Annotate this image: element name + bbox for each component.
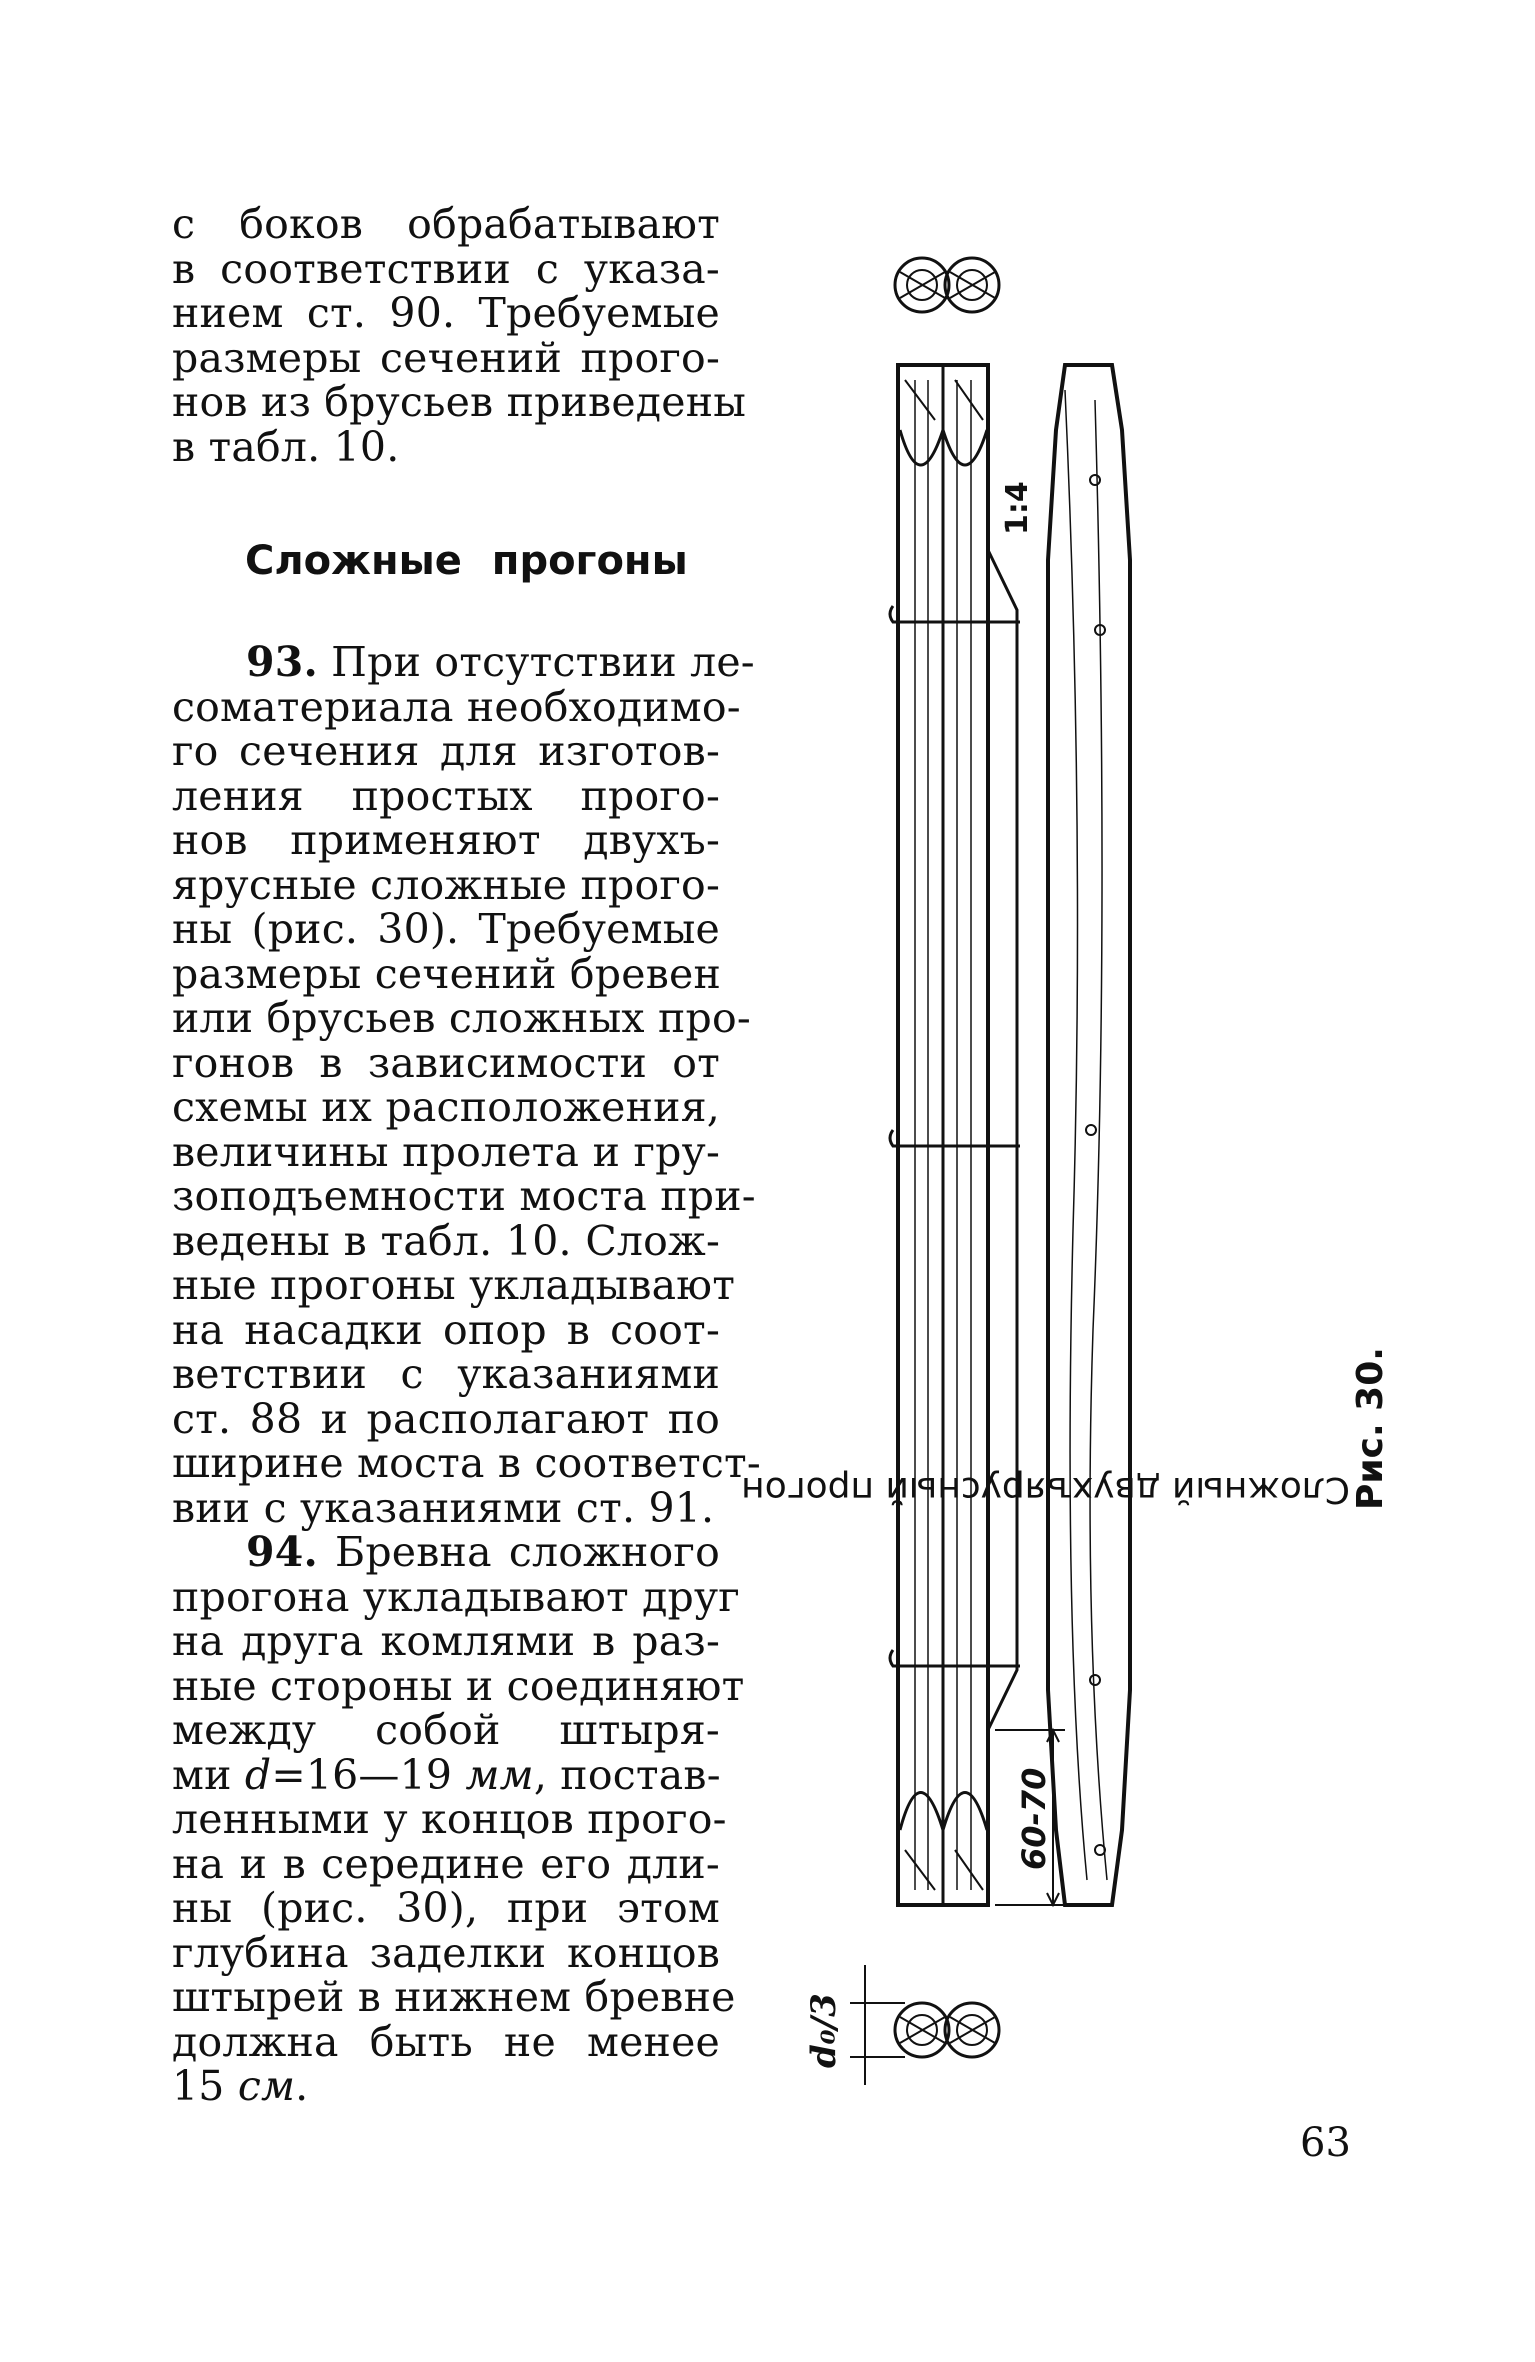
text-line: ветствии с указаниями xyxy=(172,1350,720,1398)
text-line: схемы их расположения, xyxy=(172,1083,720,1131)
text-fragment: При отсутствии ле- xyxy=(331,638,755,686)
caption-figure-number: Рис. 30. xyxy=(1350,1347,1391,1510)
text-line: прогона укладывают друг xyxy=(172,1572,740,1621)
text-line: ленными у концов прого- xyxy=(172,1795,727,1843)
text-line: штырей в нижнем бревне xyxy=(172,1973,736,2021)
text-fragment: 15 xyxy=(172,2062,238,2110)
text-line: нием ст. 90. Требуемые xyxy=(172,289,720,337)
bottom-cross-section xyxy=(850,1965,999,2085)
text-line: на и в середине его дли- xyxy=(172,1839,720,1888)
text-line: ны (рис. 30), при этом xyxy=(172,1884,720,1932)
text-line: с боков обрабатывают xyxy=(172,200,720,248)
text-line: ные стороны и соединяют xyxy=(172,1661,745,1710)
text-line: нов применяют двухъ- xyxy=(172,816,720,864)
text-line xyxy=(172,1750,721,1799)
text-fragment: Бревна сложного xyxy=(335,1528,720,1576)
text-line: величины пролета и гру- xyxy=(172,1127,720,1176)
text-line xyxy=(172,638,755,686)
text-line: ведены в табл. 10. Слож- xyxy=(172,1216,720,1265)
text-fragment: , постав- xyxy=(533,1750,721,1799)
text-line: соматериала необходимо- xyxy=(172,682,741,731)
text-line: на друга комлями в раз- xyxy=(172,1617,720,1665)
log-elevation xyxy=(890,365,1020,1905)
caption-text xyxy=(741,1347,1391,1510)
text-line: вии с указаниями ст. 91. xyxy=(172,1483,715,1532)
paragraph-number-94: 94. xyxy=(246,1528,318,1576)
text-line: размеры сечений прого- xyxy=(172,333,720,382)
text-line: ные прогоны укладывают xyxy=(172,1261,736,1309)
variable-d: d xyxy=(244,1750,272,1799)
dimension-label: 60-70 xyxy=(1015,1767,1053,1870)
text-line: на насадки опор в соот- xyxy=(172,1305,720,1354)
text-line: ст. 88 и располагают по xyxy=(172,1394,720,1443)
log-plan-view xyxy=(1048,365,1130,1905)
diameter-label: d₀/3 xyxy=(804,1993,844,2068)
text-line: ярусные сложные прого- xyxy=(172,860,720,909)
unit-mm: мм xyxy=(465,1750,534,1799)
slope-label: 1:4 xyxy=(1000,481,1035,535)
text-line: размеры сечений бревен xyxy=(172,949,721,998)
text-line xyxy=(172,1530,720,1575)
figure-illustration xyxy=(795,230,1135,2090)
text-fragment: =16—19 xyxy=(271,1750,466,1799)
paragraph-number-93: 93. xyxy=(246,638,318,686)
text-line: зоподъемности моста при- xyxy=(172,1172,756,1220)
text-fragment: . xyxy=(295,2062,309,2110)
text-line: ления простых прого- xyxy=(172,771,720,820)
text-line: между собой штыря- xyxy=(172,1706,720,1754)
text-line: или брусьев сложных про- xyxy=(172,994,751,1042)
section-heading: Сложные прогоны xyxy=(245,538,688,584)
text-line: в табл. 10. xyxy=(172,422,400,471)
text-line: ны (рис. 30). Требуемые xyxy=(172,905,720,953)
caption-title: Сложный двухъярусный прогон xyxy=(741,1469,1350,1510)
text-line: нов из брусьев приведены xyxy=(172,378,747,426)
paragraph-93-94 xyxy=(172,638,761,2110)
text-fragment: ми xyxy=(172,1750,245,1799)
text-line: го сечения для изготов- xyxy=(172,727,720,775)
text-line: ширине моста в соответст- xyxy=(172,1439,761,1487)
text-line xyxy=(172,2064,720,2109)
text-line: глубина заделки концов xyxy=(172,1928,720,1977)
unit-cm: см xyxy=(237,2062,296,2110)
text-line: должна быть не менее xyxy=(172,2017,720,2066)
top-cross-section xyxy=(895,258,999,312)
text-line: гонов в зависимости от xyxy=(172,1038,720,1087)
paragraph-continuation xyxy=(172,200,747,471)
page-number: 63 xyxy=(1300,2120,1351,2166)
text-line: в соответствии с указа- xyxy=(172,244,720,293)
